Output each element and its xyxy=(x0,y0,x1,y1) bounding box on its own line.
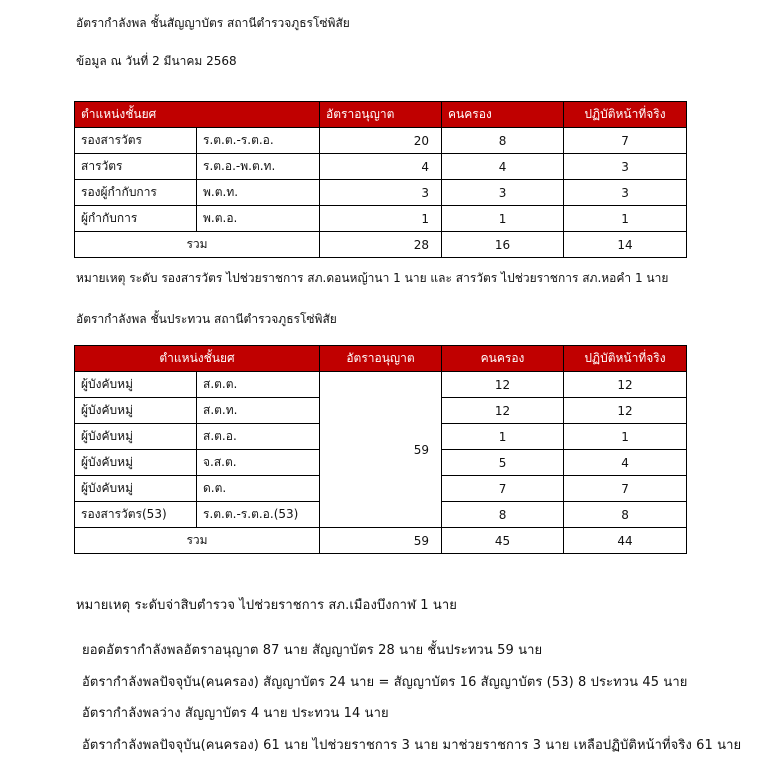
header-occupied: คนครอง xyxy=(442,346,564,372)
cell-rank: ส.ต.ท. xyxy=(197,398,320,424)
cell-on-duty: 4 xyxy=(564,450,687,476)
cell-rank: ส.ต.ต. xyxy=(197,372,320,398)
date-line: ข้อมูล ณ วันที่ 2 มีนาคม 2568 xyxy=(76,54,237,68)
cell-position: รองผู้กำกับการ xyxy=(75,180,197,206)
header-authorized: อัตราอนุญาต xyxy=(320,346,442,372)
cell-occupied: 1 xyxy=(442,424,564,450)
table-header-row xyxy=(75,102,687,128)
table-row xyxy=(75,372,687,398)
cell-occupied: 3 xyxy=(442,180,564,206)
cell-on-duty: 1 xyxy=(564,206,687,232)
table-row xyxy=(75,128,687,154)
cell-occupied: 4 xyxy=(442,154,564,180)
cell-rank: ส.ต.อ. xyxy=(197,424,320,450)
cell-on-duty: 3 xyxy=(564,154,687,180)
cell-position: ผู้กำกับการ xyxy=(75,206,197,232)
note-officers: หมายเหตุ ระดับ รองสารวัตร ไปช่วยราชการ สภ.ดอนหญ้านา 1 นาย และ สารวัตร ไปช่วยราชการ สภ.หอคำ 1 นาย xyxy=(76,271,669,285)
cell-rank: จ.ส.ต. xyxy=(197,450,320,476)
title-officers: อัตรากำลังพล ชั้นสัญญาบัตร สถานีตำรวจภูธรโซ่พิสัย xyxy=(76,16,350,30)
cell-position: ผู้บังคับหมู่ xyxy=(75,476,197,502)
table-total-row xyxy=(75,232,687,258)
cell-on-duty: 7 xyxy=(564,128,687,154)
cell-rank: พ.ต.ท. xyxy=(197,180,320,206)
cell-authorized: 20 xyxy=(320,128,442,154)
cell-occupied: 12 xyxy=(442,398,564,424)
total-authorized: 28 xyxy=(320,232,442,258)
cell-occupied: 7 xyxy=(442,476,564,502)
cell-authorized: 1 xyxy=(320,206,442,232)
table-row xyxy=(75,154,687,180)
total-label: รวม xyxy=(75,232,320,258)
cell-authorized-merged: 59 xyxy=(320,372,442,528)
total-occupied: 45 xyxy=(442,528,564,554)
total-label: รวม xyxy=(75,528,320,554)
header-occupied: คนครอง xyxy=(442,102,564,128)
cell-rank: ร.ต.ต.-ร.ต.อ. xyxy=(197,128,320,154)
cell-occupied: 8 xyxy=(442,128,564,154)
cell-on-duty: 7 xyxy=(564,476,687,502)
header-position-rank: ตำแหน่งชั้นยศ xyxy=(75,346,320,372)
cell-occupied: 8 xyxy=(442,502,564,528)
cell-occupied: 5 xyxy=(442,450,564,476)
total-on-duty: 44 xyxy=(564,528,687,554)
cell-position: ผู้บังคับหมู่ xyxy=(75,450,197,476)
note-nco: หมายเหตุ ระดับจ่าสิบตำรวจ ไปช่วยราชการ สภ.เมืองบึงกาฬ 1 นาย xyxy=(76,598,458,613)
cell-rank: ด.ต. xyxy=(197,476,320,502)
title-nco: อัตรากำลังพล ชั้นประทวน สถานีตำรวจภูธรโซ่พิสัย xyxy=(76,312,337,326)
header-authorized: อัตราอนุญาต xyxy=(320,102,442,128)
cell-position: ผู้บังคับหมู่ xyxy=(75,424,197,450)
cell-occupied: 12 xyxy=(442,372,564,398)
table-header-row xyxy=(75,346,687,372)
cell-rank: ร.ต.ต.-ร.ต.อ.(53) xyxy=(197,502,320,528)
cell-on-duty: 12 xyxy=(564,372,687,398)
header-on-duty: ปฏิบัติหน้าที่จริง xyxy=(564,102,687,128)
total-authorized: 59 xyxy=(320,528,442,554)
cell-position: รองสารวัตร(53) xyxy=(75,502,197,528)
total-occupied: 16 xyxy=(442,232,564,258)
cell-on-duty: 3 xyxy=(564,180,687,206)
table-total-row xyxy=(75,528,687,554)
cell-position: ผู้บังคับหมู่ xyxy=(75,398,197,424)
cell-on-duty: 1 xyxy=(564,424,687,450)
cell-position: รองสารวัตร xyxy=(75,128,197,154)
cell-rank: ร.ต.อ.-พ.ต.ท. xyxy=(197,154,320,180)
summary-current: อัตรากำลังพลปัจจุบัน(คนครอง) 61 นาย ไปช่วยราชการ 3 นาย มาช่วยราชการ 3 นาย เหลือปฏิบัติหน้าที่จริง 61 นาย xyxy=(82,738,742,753)
nco-table xyxy=(74,345,687,554)
cell-on-duty: 12 xyxy=(564,398,687,424)
header-position-rank: ตำแหน่งชั้นยศ xyxy=(75,102,320,128)
summary-authorized: ยอดอัตรากำลังพลอัตราอนุญาต 87 นาย สัญญาบัตร 28 นาย ชั้นประทวน 59 นาย xyxy=(82,643,543,658)
cell-position: สารวัตร xyxy=(75,154,197,180)
officers-table xyxy=(74,101,687,258)
cell-occupied: 1 xyxy=(442,206,564,232)
cell-authorized: 3 xyxy=(320,180,442,206)
cell-position: ผู้บังคับหมู่ xyxy=(75,372,197,398)
table-row xyxy=(75,206,687,232)
cell-on-duty: 8 xyxy=(564,502,687,528)
cell-rank: พ.ต.อ. xyxy=(197,206,320,232)
table-row xyxy=(75,180,687,206)
cell-authorized: 4 xyxy=(320,154,442,180)
header-on-duty: ปฏิบัติหน้าที่จริง xyxy=(564,346,687,372)
total-on-duty: 14 xyxy=(564,232,687,258)
summary-occupied: อัตรากำลังพลปัจจุบัน(คนครอง) สัญญาบัตร 24 นาย = สัญญาบัตร 16 สัญญาบัตร (53) 8 ประทวน 45 นาย xyxy=(82,675,688,690)
summary-vacant: อัตรากำลังพลว่าง สัญญาบัตร 4 นาย ประทวน 14 นาย xyxy=(82,706,389,721)
